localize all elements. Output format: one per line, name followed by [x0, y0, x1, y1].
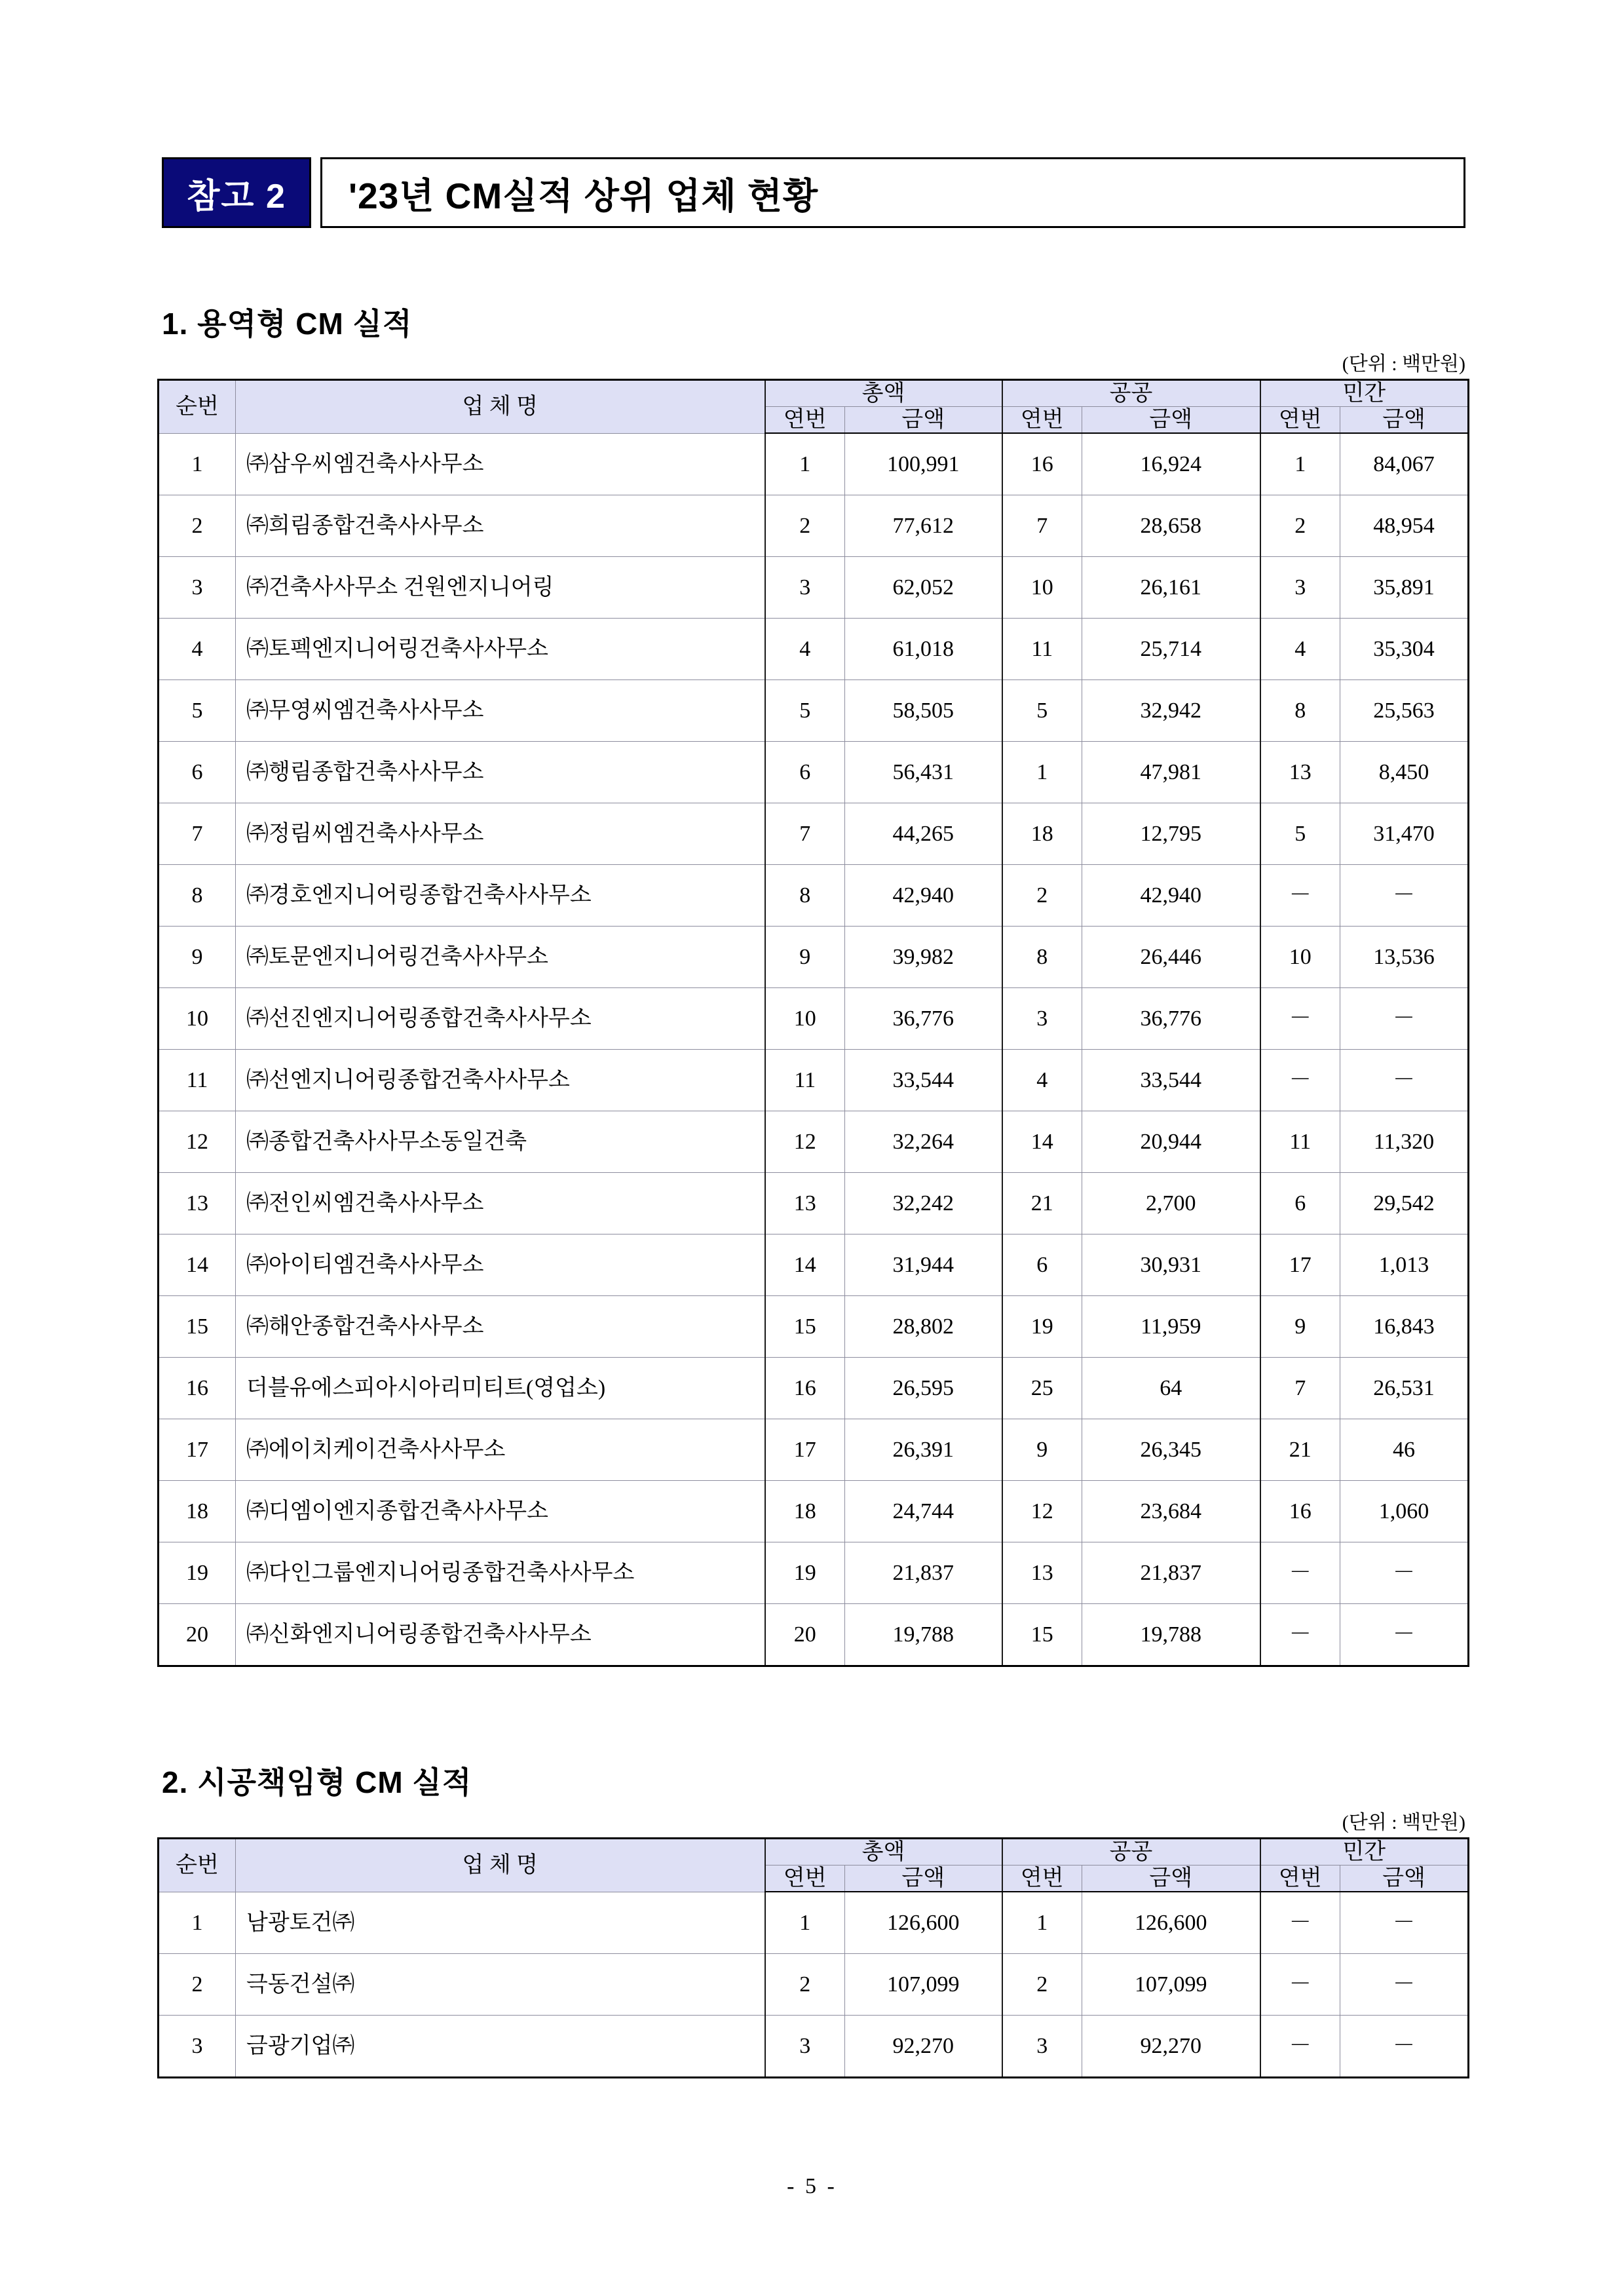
table-body — [159, 1892, 1469, 2078]
cell-company: ㈜건축사사무소 건원엔지니어링 — [236, 557, 765, 619]
table-row — [159, 1173, 1469, 1234]
cell-public-seq: 12 — [1002, 1481, 1082, 1542]
table-row — [159, 865, 1469, 927]
cell-total-seq: 12 — [765, 1111, 845, 1173]
cell-public-amt: 47,981 — [1082, 742, 1260, 803]
section-2-unit-note: (단위 : 백만원) — [1342, 1812, 1465, 1833]
cell-company: ㈜정림씨엠건축사사무소 — [236, 803, 765, 865]
cell-total-amt: 36,776 — [845, 988, 1002, 1050]
cell-public-amt: 26,345 — [1082, 1419, 1260, 1481]
cell-company: ㈜무영씨엠건축사사무소 — [236, 680, 765, 742]
cell-public-amt: 32,942 — [1082, 680, 1260, 742]
cell-private-seq: 16 — [1260, 1481, 1340, 1542]
cell-company: ㈜토문엔지니어링건축사사무소 — [236, 927, 765, 988]
cell-private-amt: 11,320 — [1340, 1111, 1469, 1173]
section-1-heading: 1. 용역형 CM 실적 — [162, 307, 413, 341]
cell-private-amt: 84,067 — [1340, 433, 1469, 495]
cell-private-seq: 6 — [1260, 1173, 1340, 1234]
cell-rank: 16 — [159, 1358, 236, 1419]
table-row — [159, 1542, 1469, 1604]
cell-company: ㈜선진엔지니어링종합건축사사무소 — [236, 988, 765, 1050]
table-row — [159, 680, 1469, 742]
table-header — [159, 380, 1469, 434]
cell-total-amt: 100,991 — [845, 433, 1002, 495]
cell-public-amt: 11,959 — [1082, 1296, 1260, 1358]
cell-private-seq: 4 — [1260, 619, 1340, 680]
cell-rank: 5 — [159, 680, 236, 742]
cell-public-seq: 13 — [1002, 1542, 1082, 1604]
cell-public-seq: 3 — [1002, 2016, 1082, 2078]
cell-private-amt: 46 — [1340, 1419, 1469, 1481]
cell-public-seq: 5 — [1002, 680, 1082, 742]
table-row — [159, 1892, 1469, 1954]
cell-total-seq: 15 — [765, 1296, 845, 1358]
cell-private-amt: 31,470 — [1340, 803, 1469, 865]
cell-private-seq: － — [1260, 1542, 1340, 1604]
header-rank: 순번 — [159, 1839, 236, 1892]
header-private-amount: 금액 — [1340, 407, 1469, 434]
header-public-seq: 연번 — [1002, 407, 1082, 434]
cell-public-amt: 126,600 — [1082, 1892, 1260, 1954]
cell-public-seq: 21 — [1002, 1173, 1082, 1234]
header-group-private: 민간 — [1260, 1839, 1469, 1866]
cell-total-amt: 92,270 — [845, 2016, 1002, 2078]
cell-total-seq: 2 — [765, 495, 845, 557]
cell-total-seq: 10 — [765, 988, 845, 1050]
cell-private-amt: － — [1340, 865, 1469, 927]
cell-private-amt: 8,450 — [1340, 742, 1469, 803]
cell-total-seq: 17 — [765, 1419, 845, 1481]
page-number: - 5 - — [787, 2174, 837, 2198]
cell-rank: 12 — [159, 1111, 236, 1173]
header-total-seq: 연번 — [765, 407, 845, 434]
cell-total-seq: 19 — [765, 1542, 845, 1604]
cell-public-seq: 3 — [1002, 988, 1082, 1050]
cell-rank: 11 — [159, 1050, 236, 1111]
cell-public-seq: 14 — [1002, 1111, 1082, 1173]
cell-public-seq: 10 — [1002, 557, 1082, 619]
cell-total-amt: 28,802 — [845, 1296, 1002, 1358]
cell-public-seq: 2 — [1002, 1954, 1082, 2016]
cell-rank: 19 — [159, 1542, 236, 1604]
cell-private-seq: 5 — [1260, 803, 1340, 865]
cell-total-seq: 20 — [765, 1604, 845, 1666]
cell-public-amt: 28,658 — [1082, 495, 1260, 557]
cell-private-seq: 17 — [1260, 1234, 1340, 1296]
cell-company: 금광기업㈜ — [236, 2016, 765, 2078]
cell-private-seq: 2 — [1260, 495, 1340, 557]
cell-total-seq: 7 — [765, 803, 845, 865]
cell-total-seq: 9 — [765, 927, 845, 988]
cell-company: ㈜행림종합건축사사무소 — [236, 742, 765, 803]
table-row — [159, 988, 1469, 1050]
cell-public-amt: 21,837 — [1082, 1542, 1260, 1604]
cell-rank: 10 — [159, 988, 236, 1050]
cell-total-amt: 61,018 — [845, 619, 1002, 680]
cell-public-amt: 23,684 — [1082, 1481, 1260, 1542]
table-row — [159, 557, 1469, 619]
header-public-amount: 금액 — [1082, 407, 1260, 434]
table-row — [159, 1481, 1469, 1542]
cell-private-seq: 21 — [1260, 1419, 1340, 1481]
cell-total-amt: 126,600 — [845, 1892, 1002, 1954]
table-body — [159, 433, 1469, 1666]
table-row — [159, 803, 1469, 865]
cell-private-amt: 1,013 — [1340, 1234, 1469, 1296]
cell-public-seq: 19 — [1002, 1296, 1082, 1358]
cell-private-amt: － — [1340, 1542, 1469, 1604]
cell-public-amt: 42,940 — [1082, 865, 1260, 927]
cell-rank: 3 — [159, 557, 236, 619]
cell-total-amt: 31,944 — [845, 1234, 1002, 1296]
section-2-heading: 2. 시공책임형 CM 실적 — [162, 1765, 472, 1799]
cell-total-seq: 16 — [765, 1358, 845, 1419]
table-row — [159, 433, 1469, 495]
cell-private-seq: 1 — [1260, 433, 1340, 495]
cell-total-seq: 3 — [765, 2016, 845, 2078]
cell-rank: 1 — [159, 1892, 236, 1954]
cell-total-amt: 32,242 — [845, 1173, 1002, 1234]
cell-company: ㈜경호엔지니어링종합건축사사무소 — [236, 865, 765, 927]
cell-rank: 3 — [159, 2016, 236, 2078]
cell-rank: 17 — [159, 1419, 236, 1481]
cell-total-amt: 24,744 — [845, 1481, 1002, 1542]
table-row — [159, 1050, 1469, 1111]
cell-private-amt: 1,060 — [1340, 1481, 1469, 1542]
cell-public-seq: 4 — [1002, 1050, 1082, 1111]
cell-rank: 8 — [159, 865, 236, 927]
cell-total-amt: 58,505 — [845, 680, 1002, 742]
header-group-total: 총액 — [765, 1839, 1002, 1866]
page-title: '23년 CM실적 상위 업체 현황 — [320, 157, 1465, 228]
cell-public-seq: 11 — [1002, 619, 1082, 680]
cell-private-amt: － — [1340, 2016, 1469, 2078]
table-row — [159, 1419, 1469, 1481]
cell-total-seq: 18 — [765, 1481, 845, 1542]
cell-private-amt: 13,536 — [1340, 927, 1469, 988]
table-row — [159, 1604, 1469, 1666]
header-group-private: 민간 — [1260, 380, 1469, 407]
header-public-amount: 금액 — [1082, 1866, 1260, 1892]
cell-public-seq: 15 — [1002, 1604, 1082, 1666]
cell-private-amt: 48,954 — [1340, 495, 1469, 557]
cell-private-seq: － — [1260, 1954, 1340, 2016]
service-type-cm-table — [157, 379, 1469, 1667]
cell-public-seq: 25 — [1002, 1358, 1082, 1419]
cell-private-amt: － — [1340, 1892, 1469, 1954]
cell-private-seq: 13 — [1260, 742, 1340, 803]
cell-public-seq: 2 — [1002, 865, 1082, 927]
cell-total-seq: 8 — [765, 865, 845, 927]
cell-public-seq: 18 — [1002, 803, 1082, 865]
header-group-total: 총액 — [765, 380, 1002, 407]
header-private-amount: 금액 — [1340, 1866, 1469, 1892]
cell-company: 더블유에스피아시아리미티트(영업소) — [236, 1358, 765, 1419]
reference-banner — [162, 157, 1465, 228]
cell-total-seq: 6 — [765, 742, 845, 803]
header-company: 업 체 명 — [236, 1839, 765, 1892]
cell-total-seq: 5 — [765, 680, 845, 742]
cell-rank: 2 — [159, 1954, 236, 2016]
section-1-unit-note: (단위 : 백만원) — [1342, 353, 1465, 375]
cell-public-amt: 16,924 — [1082, 433, 1260, 495]
header-private-seq: 연번 — [1260, 407, 1340, 434]
header-rank: 순번 — [159, 380, 236, 434]
cell-private-seq: 7 — [1260, 1358, 1340, 1419]
cell-total-seq: 14 — [765, 1234, 845, 1296]
cell-private-amt: 35,304 — [1340, 619, 1469, 680]
table-row — [159, 742, 1469, 803]
cell-public-seq: 7 — [1002, 495, 1082, 557]
header-public-seq: 연번 — [1002, 1866, 1082, 1892]
cell-rank: 20 — [159, 1604, 236, 1666]
cell-private-seq: － — [1260, 1050, 1340, 1111]
cell-total-amt: 39,982 — [845, 927, 1002, 988]
cell-company: ㈜희림종합건축사사무소 — [236, 495, 765, 557]
cell-company: ㈜디엠이엔지종합건축사사무소 — [236, 1481, 765, 1542]
cell-public-seq: 1 — [1002, 1892, 1082, 1954]
cell-public-seq: 16 — [1002, 433, 1082, 495]
cell-total-seq: 3 — [765, 557, 845, 619]
cell-public-amt: 92,270 — [1082, 2016, 1260, 2078]
cell-company: ㈜해안종합건축사사무소 — [236, 1296, 765, 1358]
cell-private-seq: － — [1260, 988, 1340, 1050]
cell-company: ㈜에이치케이건축사사무소 — [236, 1419, 765, 1481]
cell-public-amt: 26,161 — [1082, 557, 1260, 619]
cell-rank: 1 — [159, 433, 236, 495]
cell-total-amt: 19,788 — [845, 1604, 1002, 1666]
cell-rank: 7 — [159, 803, 236, 865]
cell-total-seq: 13 — [765, 1173, 845, 1234]
table-row — [159, 619, 1469, 680]
header-total-amount: 금액 — [845, 407, 1002, 434]
header-private-seq: 연번 — [1260, 1866, 1340, 1892]
cell-private-amt: 35,891 — [1340, 557, 1469, 619]
cell-total-seq: 11 — [765, 1050, 845, 1111]
cell-private-amt: 16,843 — [1340, 1296, 1469, 1358]
cell-rank: 4 — [159, 619, 236, 680]
header-company: 업 체 명 — [236, 380, 765, 434]
cell-public-amt: 20,944 — [1082, 1111, 1260, 1173]
cell-total-amt: 33,544 — [845, 1050, 1002, 1111]
cell-company: ㈜종합건축사사무소동일건축 — [236, 1111, 765, 1173]
cell-total-seq: 1 — [765, 1892, 845, 1954]
table-row — [159, 1111, 1469, 1173]
cell-rank: 6 — [159, 742, 236, 803]
cell-private-seq: 9 — [1260, 1296, 1340, 1358]
cell-private-amt: － — [1340, 1050, 1469, 1111]
cell-total-amt: 107,099 — [845, 1954, 1002, 2016]
cell-public-seq: 6 — [1002, 1234, 1082, 1296]
cell-private-seq: － — [1260, 1892, 1340, 1954]
cell-private-seq: － — [1260, 2016, 1340, 2078]
header-group-public: 공공 — [1002, 1839, 1260, 1866]
table-row — [159, 495, 1469, 557]
cell-public-amt: 19,788 — [1082, 1604, 1260, 1666]
cell-rank: 2 — [159, 495, 236, 557]
cell-private-seq: 3 — [1260, 557, 1340, 619]
cell-private-seq: － — [1260, 865, 1340, 927]
cell-private-seq: 11 — [1260, 1111, 1340, 1173]
cell-public-amt: 107,099 — [1082, 1954, 1260, 2016]
table-row — [159, 1358, 1469, 1419]
cell-company: ㈜삼우씨엠건축사사무소 — [236, 433, 765, 495]
cell-public-amt: 36,776 — [1082, 988, 1260, 1050]
cell-company: ㈜다인그룹엔지니어링종합건축사사무소 — [236, 1542, 765, 1604]
cell-total-amt: 26,595 — [845, 1358, 1002, 1419]
cell-total-amt: 56,431 — [845, 742, 1002, 803]
cell-rank: 9 — [159, 927, 236, 988]
cell-private-seq: － — [1260, 1604, 1340, 1666]
cell-total-amt: 32,264 — [845, 1111, 1002, 1173]
cell-private-amt: － — [1340, 1954, 1469, 2016]
table-row — [159, 1234, 1469, 1296]
cell-company: ㈜선엔지니어링종합건축사사무소 — [236, 1050, 765, 1111]
header-group-public: 공공 — [1002, 380, 1260, 407]
cell-rank: 18 — [159, 1481, 236, 1542]
construction-responsibility-cm-table — [157, 1837, 1469, 2078]
header-total-amount: 금액 — [845, 1866, 1002, 1892]
cell-total-seq: 1 — [765, 433, 845, 495]
cell-public-amt: 25,714 — [1082, 619, 1260, 680]
cell-public-amt: 33,544 — [1082, 1050, 1260, 1111]
cell-company: 극동건설㈜ — [236, 1954, 765, 2016]
cell-total-amt: 62,052 — [845, 557, 1002, 619]
cell-private-amt: － — [1340, 988, 1469, 1050]
cell-public-amt: 30,931 — [1082, 1234, 1260, 1296]
cell-private-amt: 25,563 — [1340, 680, 1469, 742]
table-header — [159, 1839, 1469, 1892]
cell-rank: 14 — [159, 1234, 236, 1296]
cell-private-amt: － — [1340, 1604, 1469, 1666]
cell-total-amt: 21,837 — [845, 1542, 1002, 1604]
cell-private-amt: 26,531 — [1340, 1358, 1469, 1419]
cell-total-amt: 77,612 — [845, 495, 1002, 557]
cell-rank: 15 — [159, 1296, 236, 1358]
cell-total-amt: 42,940 — [845, 865, 1002, 927]
cell-public-seq: 9 — [1002, 1419, 1082, 1481]
header-total-seq: 연번 — [765, 1866, 845, 1892]
cell-rank: 13 — [159, 1173, 236, 1234]
cell-total-amt: 26,391 — [845, 1419, 1002, 1481]
cell-public-seq: 1 — [1002, 742, 1082, 803]
cell-public-amt: 12,795 — [1082, 803, 1260, 865]
cell-total-seq: 4 — [765, 619, 845, 680]
cell-company: ㈜전인씨엠건축사사무소 — [236, 1173, 765, 1234]
reference-tag: 참고 2 — [162, 157, 311, 228]
cell-private-seq: 10 — [1260, 927, 1340, 988]
cell-total-seq: 2 — [765, 1954, 845, 2016]
cell-public-amt: 26,446 — [1082, 927, 1260, 988]
cell-public-seq: 8 — [1002, 927, 1082, 988]
table-row — [159, 1296, 1469, 1358]
cell-company: ㈜신화엔지니어링종합건축사사무소 — [236, 1604, 765, 1666]
cell-private-seq: 8 — [1260, 680, 1340, 742]
cell-private-amt: 29,542 — [1340, 1173, 1469, 1234]
table-row — [159, 927, 1469, 988]
cell-public-amt: 64 — [1082, 1358, 1260, 1419]
cell-company: ㈜아이티엠건축사사무소 — [236, 1234, 765, 1296]
cell-company: ㈜토펙엔지니어링건축사사무소 — [236, 619, 765, 680]
table-row — [159, 1954, 1469, 2016]
table-row — [159, 2016, 1469, 2078]
cell-public-amt: 2,700 — [1082, 1173, 1260, 1234]
cell-total-amt: 44,265 — [845, 803, 1002, 865]
cell-company: 남광토건㈜ — [236, 1892, 765, 1954]
